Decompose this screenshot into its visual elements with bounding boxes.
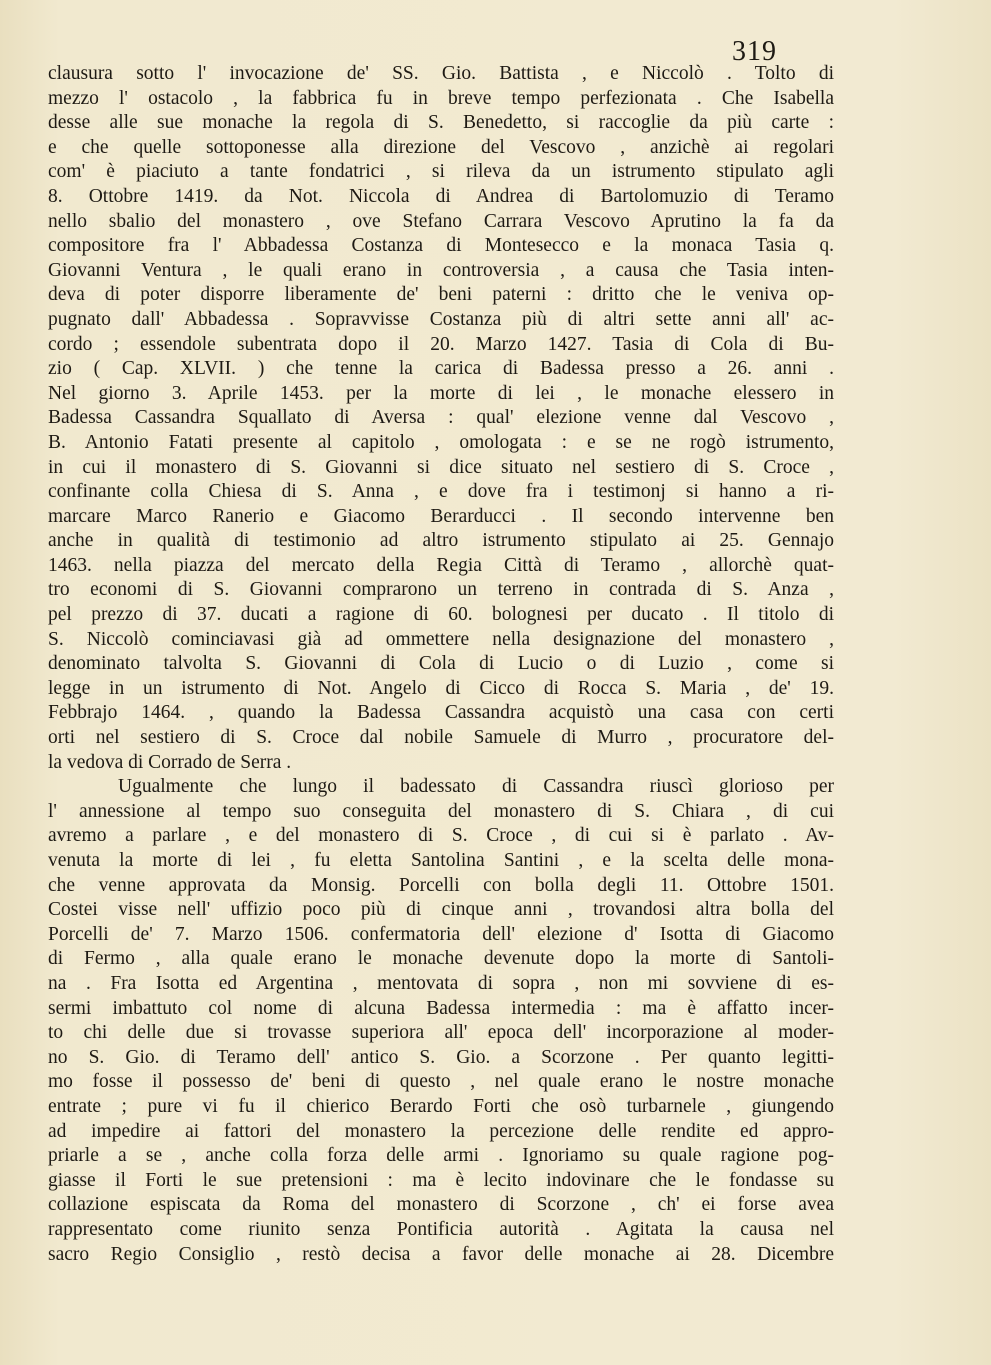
text-line: zio ( Cap. XLVII. ) che tenne la carica di Badessa presso a 26. anni . [48,358,834,380]
text-line: priarle a se , anche colla forza delle armi . Ignoriamo su quale ragione pog- [48,1145,834,1167]
text-line: Costei visse nell' uffizio poco più di cinque anni , trovandosi altra bolla del [48,899,834,921]
text-line: entrate ; pure vi fu il chierico Berardo Forti che osò turbarnele , giungendo [48,1095,834,1117]
text-line: legge in un istrumento di Not. Angelo di Cicco di Rocca S. Maria , de' 19. [48,677,834,699]
text-line: collazione espiscata da Roma del monastero di Scorzone , ch' ei forse avea [48,1194,834,1216]
text-line: deva di poter disporre liberamente de' beni paterni : dritto che le veniva op- [48,284,834,306]
text-line: Febbrajo 1464. , quando la Badessa Cassandra acquistò una casa con certi [48,702,834,724]
text-line: Ugualmente che lungo il badessato di Cassandra riuscì glorioso per [118,776,834,798]
text-line: B. Antonio Fatati presente al capitolo , omologata : e se ne rogò istrumento, [48,431,834,453]
text-line: tro economi di S. Giovanni comprarono un terreno in contrada di S. Anza , [48,579,834,601]
text-line: Badessa Cassandra Squallato di Aversa : qual' elezione venne dal Vescovo , [48,407,834,429]
text-line: sacro Regio Consiglio , restò decisa a favor delle monache ai 28. Dicembre [48,1243,834,1265]
text-line: ad impedire ai fattori del monastero la percezione delle rendite ed appro- [48,1120,834,1142]
text-line: Nel giorno 3. Aprile 1453. per la morte di lei , le monache elessero in [48,382,834,404]
text-line: 8. Ottobre 1419. da Not. Niccola di Andrea di Bartolomuzio di Teramo [48,185,834,207]
text-line: denominato talvolta S. Giovanni di Cola di Lucio o di Luzio , come si [48,653,834,675]
text-line: to chi delle due si trovasse superiora all' epoca dell' incorporazione al moder- [48,1022,834,1044]
text-line: Giovanni Ventura , le quali erano in controversia , a causa che Tasia inten- [48,259,834,281]
text-line: compositore fra l' Abbadessa Costanza di Montesecco e la monaca Tasia q. [48,235,834,257]
text-line: in cui il monastero di S. Giovanni si dice situato nel sestiero di S. Croce , [48,456,834,478]
text-line: marcare Marco Ranerio e Giacomo Berarducci . Il secondo intervenne ben [48,505,834,527]
text-line: confinante colla Chiesa di S. Anna , e dove fra i testimonj si hanno a ri- [48,481,834,503]
text-line: na . Fra Isotta ed Argentina , mentovata di sopra , non mi sovviene di es- [48,972,834,994]
text-line: avremo a parlare , e del monastero di S. Croce , di cui si è parlato . Av- [48,825,834,847]
body-text [48,62,834,1267]
text-line: pugnato dall' Abbadessa . Sopravvisse Costanza più di altri sette anni all' ac- [48,308,834,330]
text-line: mo fosse il possesso de' beni di questo , nel quale erano le nostre monache [48,1071,834,1093]
text-line: anche in qualità di testimonio ad altro istrumento stipulato ai 25. Gennajo [48,530,834,552]
text-line: pel prezzo di 37. ducati a ragione di 60. bolognesi per ducato . Il titolo di [48,604,834,626]
text-line: no S. Gio. di Teramo dell' antico S. Gio. a Scorzone . Per quanto legitti- [48,1046,834,1068]
text-line: cordo ; essendole subentrata dopo il 20. Marzo 1427. Tasia di Cola di Bu- [48,333,834,355]
text-line: sermi imbattuto col nome di alcuna Badessa intermedia : ma è affatto incer- [48,997,834,1019]
text-line: l' annessione al tempo suo conseguita del monastero di S. Chiara , di cui [48,800,834,822]
text-line: Porcelli de' 7. Marzo 1506. confermatoria dell' elezione d' Isotta di Giacomo [48,923,834,945]
text-line: 1463. nella piazza del mercato della Regia Città di Teramo , allorchè quat- [48,554,834,576]
page-number: 319 [732,36,777,67]
text-line: desse alle sue monache la regola di S. Benedetto, si raccoglie da più carte : [48,112,834,134]
text-line: com' è piaciuto a tante fondatrici , si rileva da un istrumento stipulato agli [48,161,834,183]
text-line: di Fermo , alla quale erano le monache devenute dopo la morte di Santoli- [48,948,834,970]
text-line: orti nel sestiero di S. Croce dal nobile Samuele di Murro , procuratore del- [48,727,834,749]
text-line: venuta la morte di lei , fu eletta Santolina Santini , e la scelta delle mona- [48,850,834,871]
text-line: S. Niccolò cominciavasi già ad ommettere nella designazione del monastero , [48,628,834,650]
text-line: rappresentato come riunito senza Pontificia autorità . Agitata la causa nel [48,1218,834,1240]
text-line: nello sbalio del monastero , ove Stefano Carrara Vescovo Aprutino la fa da [48,210,834,232]
text-line: clausura sotto l' invocazione de' SS. Gio. Battista , e Niccolò . Tolto di [48,63,834,84]
text-line: mezzo l' ostacolo , la fabbrica fu in breve tempo perfezionata . Che Isabella [48,87,834,109]
text-line: la vedova di Corrado de Serra . [48,751,292,773]
text-line: e che quelle sottoponesse alla direzione del Vescovo , anzichè ai regolari [48,136,834,158]
text-line: che venne approvata da Monsig. Porcelli con bolla degli 11. Ottobre 1501. [48,874,834,896]
text-line: giasse il Forti le sue pretensioni : ma è lecito indovinare che le fondasse su [48,1169,834,1191]
